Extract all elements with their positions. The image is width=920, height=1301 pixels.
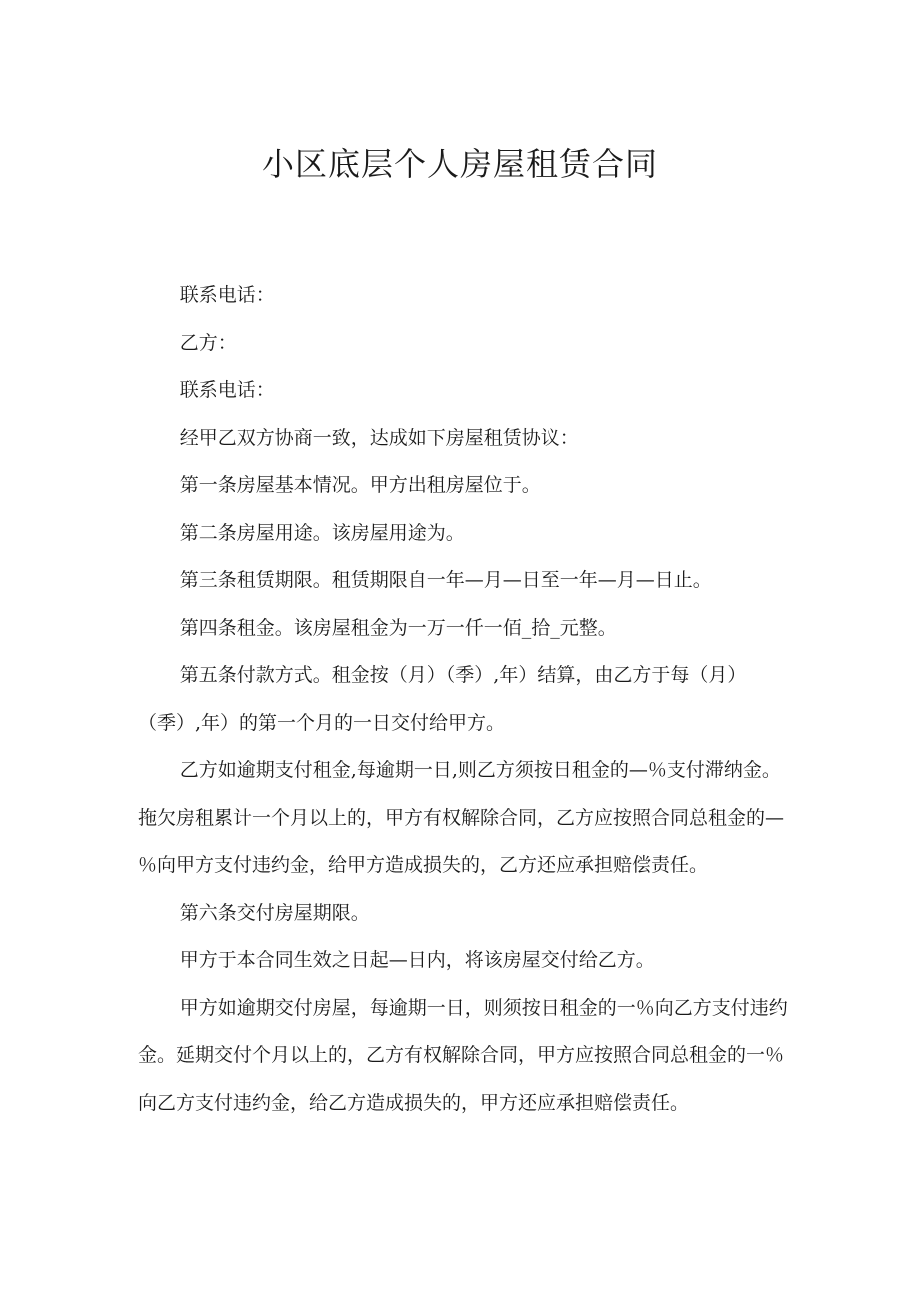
- article-4: 第四条租金。该房屋租金为一万一仟一佰_拾_元整。: [179, 616, 617, 639]
- late-payment-clause: 乙方如逾期支付租金,每逾期一日,则乙方须按日租金的—％支付滞纳金。拖欠房租累计一个月以上的，甲方有权解除合同，乙方应按照合同总租金的—％向甲方支付违约金，给甲方造成损失的，乙方还应承担赔偿责任。: [138, 759, 785, 876]
- document-body: [138, 272, 798, 1127]
- article-5: 第五条付款方式。租金按（月）（季）,年）结算，由乙方于每（月）（季）,年）的第一个月的一日交付给甲方。: [138, 664, 747, 734]
- party-b-line: 乙方：: [179, 331, 237, 354]
- document-title: 小区底层个人房屋租赁合同: [261, 145, 658, 183]
- contact-phone-line: 联系电话：: [179, 379, 275, 401]
- delivery-clause: 甲方于本合同生效之日起—日内，将该房屋交付给乙方。: [179, 949, 655, 971]
- contact-phone-line: 联系电话：: [179, 284, 275, 306]
- agreement-intro: 经甲乙双方协商一致，达成如下房屋租赁协议：: [179, 426, 579, 449]
- late-delivery-clause: 甲方如逾期交付房屋，每逾期一日，则须按日租金的一％向乙方支付违约金。延期交付个月以上的，乙方有权解除合同，甲方应按照合同总租金的一％向乙方支付违约金，给乙方造成损失的，甲方还应承担赔偿责任。: [138, 996, 788, 1114]
- article-1: 第一条房屋基本情况。甲方出租房屋位于。: [179, 474, 541, 496]
- article-2: 第二条房屋用途。该房屋用途为。: [179, 521, 465, 544]
- article-6: 第六条交付房屋期限。: [179, 901, 370, 924]
- article-3: 第三条租赁期限。租赁期限自一年—月—日至一年—月—日止。: [179, 569, 712, 591]
